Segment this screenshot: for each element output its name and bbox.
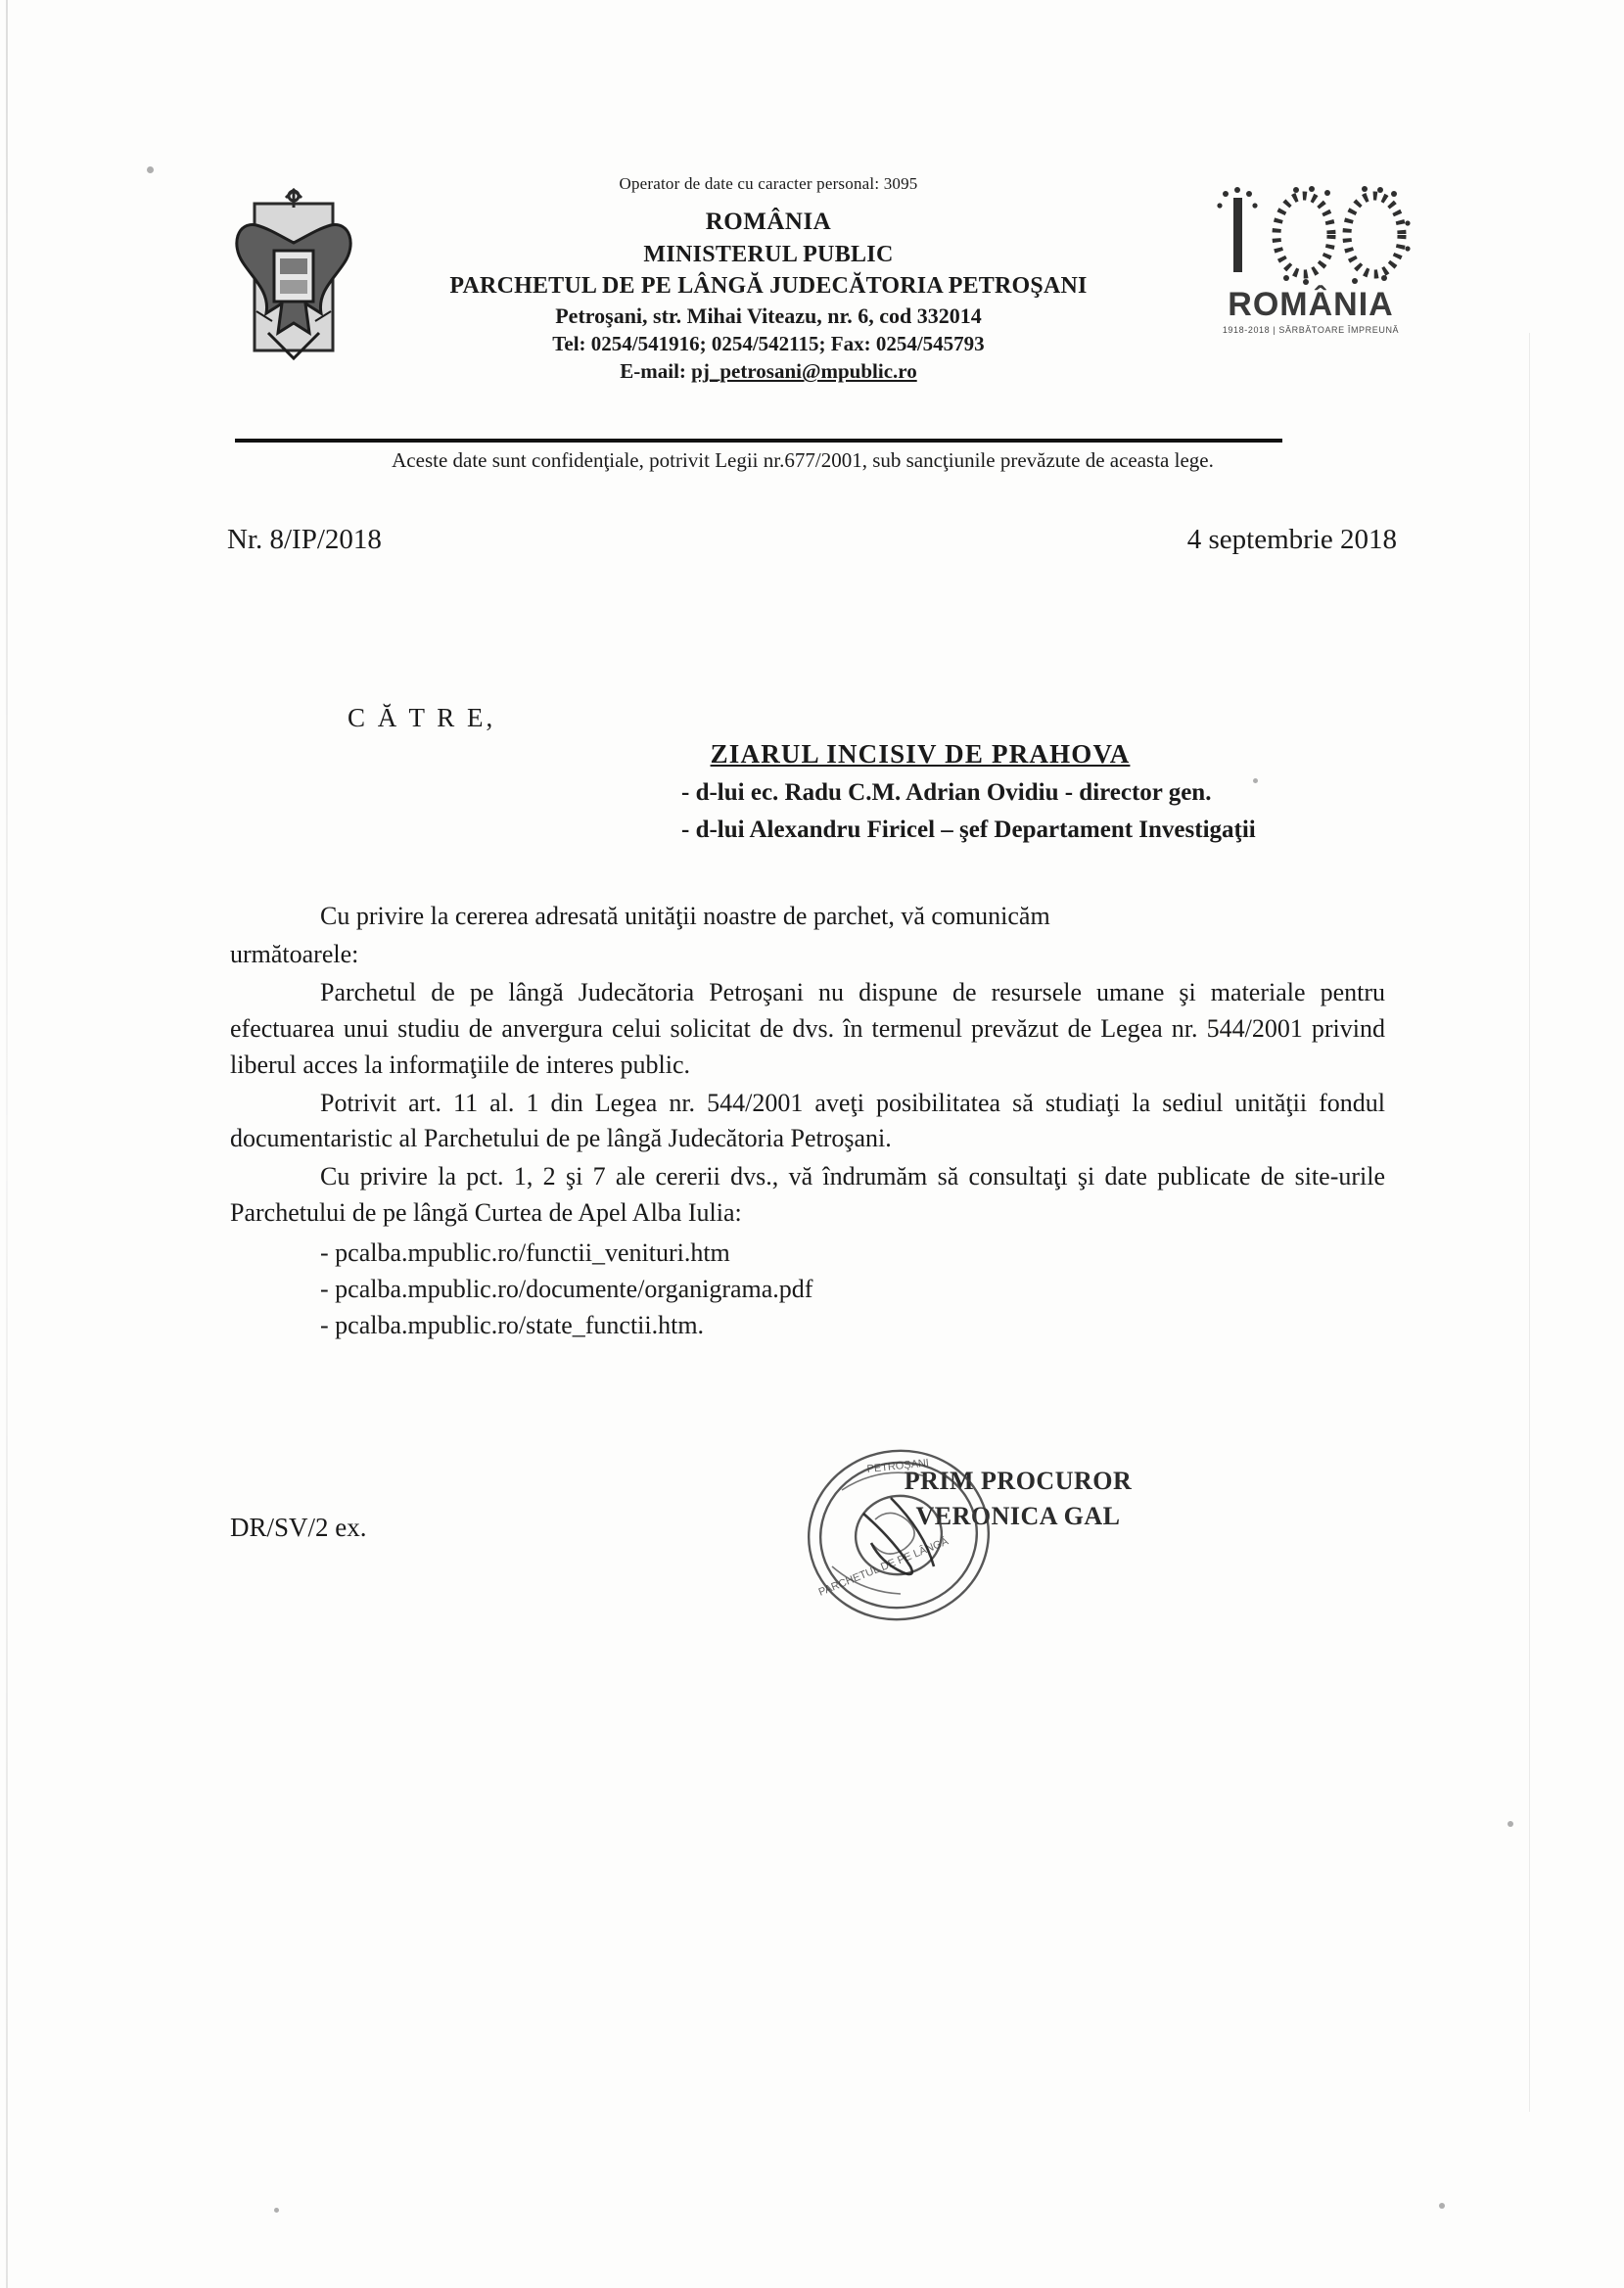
organization-block — [377, 206, 1160, 386]
addressee-organization: ZIARUL INCISIV DE PRAHOVA — [710, 739, 1131, 769]
reference-link-3[interactable]: - pcalba.mpublic.ro/state_functii.htm. — [320, 1310, 705, 1339]
org-line-address: Petroşani, str. Mihai Viteazu, nr. 6, cod 332014 — [555, 303, 982, 328]
document-date: 4 septembrie 2018 — [1186, 524, 1397, 555]
reference-code: DR/SV/2 ex. — [230, 1513, 367, 1542]
body-paragraph-4: Cu privire la pct. 1, 2 şi 7 ale cererii dvs., vă îndrumăm să consultaţi şi date publicate de site-urile Parchetului de pe lângă Curtea de Apel Alba Iulia: — [230, 1162, 1385, 1228]
letterhead — [220, 174, 1395, 386]
scan-speck — [147, 166, 154, 173]
svg-text:PETROŞANI: PETROŞANI — [866, 1457, 930, 1475]
svg-text:PARCHETUL DE PE LÂNGĂ: PARCHETUL DE PE LÂNGĂ — [816, 1535, 951, 1599]
document-number: Nr. 8/IP/2018 — [227, 524, 382, 555]
reference-link-1[interactable]: - pcalba.mpublic.ro/functii_venituri.htm — [320, 1238, 730, 1268]
reference-link-2[interactable]: - pcalba.mpublic.ro/documente/organigrama.pdf — [320, 1275, 813, 1304]
scan-edge-right — [1529, 333, 1530, 2112]
header-divider — [235, 439, 1282, 443]
reference-links — [230, 1236, 1385, 1344]
org-line-office: PARCHETUL DE PE LÂNGĂ JUDECĂTORIA PETROŞANI — [449, 272, 1088, 299]
scan-speck — [274, 2208, 279, 2213]
org-line-country: ROMÂNIA — [705, 209, 832, 235]
letter-body — [230, 899, 1385, 1344]
signature-name: VERONICA GAL — [915, 1502, 1121, 1531]
operator-line: Operator de date cu caracter personal: 3095 — [619, 174, 918, 193]
org-line-ministry: MINISTERUL PUBLIC — [643, 241, 894, 267]
body-paragraph-2: Parchetul de pe lângă Judecătoria Petroşani nu dispune de resursele umane şi materiale pentru efectuarea unui studiu de anvergura celui solicitat de dvs. în termenul prevăzut de Legea nr. 544/2001 privind liberul acces la informaţiile de interes public. — [230, 977, 1385, 1079]
salutation-catre: C Ă T R E, — [348, 703, 496, 732]
org-line-phone: Tel: 0254/541916; 0254/542115; Fax: 0254/545793 — [552, 332, 985, 356]
body-paragraph-3: Potrivit art. 11 al. 1 din Legea nr. 544/2001 aveţi posibilitatea să studiaţi la sediul unităţii fondul documentaristic al Parchetului de pe lângă Judecătoria Petroşani. — [230, 1088, 1385, 1153]
addressee-person-1: - d-lui ec. Radu C.M. Adrian Ovidiu - director gen. — [681, 779, 1212, 806]
scan-speck — [1439, 2203, 1445, 2209]
signature-title: PRIM PROCUROR — [904, 1467, 1133, 1495]
centenary-subtitle: 1918-2018 | SĂRBĂTOARE ÎMPREUNĂ — [1222, 325, 1400, 335]
centenary-title: ROMÂNIA — [1228, 286, 1394, 323]
addressee-block — [646, 739, 1449, 844]
signature-block — [812, 1464, 1224, 1535]
body-paragraph-1-cont: următoarele: — [230, 939, 359, 968]
email-address[interactable]: pj_petrosani@mpublic.ro — [691, 359, 917, 384]
org-line-email — [377, 357, 1160, 385]
body-paragraph-1: Cu privire la cererea adresată unităţii noastre de parchet, vă comunicăm — [320, 902, 1050, 930]
scan-speck — [1508, 1821, 1513, 1827]
scan-edge-left — [6, 0, 8, 2288]
confidentiality-note: Aceste date sunt confidenţiale, potrivit Legii nr.677/2001, sub sancţiunile prevăzute de aceasta lege. — [392, 448, 1214, 472]
addressee-person-2: - d-lui Alexandru Firicel – şef Departament Investigaţii — [681, 817, 1256, 843]
email-label: E-mail: — [620, 359, 692, 384]
